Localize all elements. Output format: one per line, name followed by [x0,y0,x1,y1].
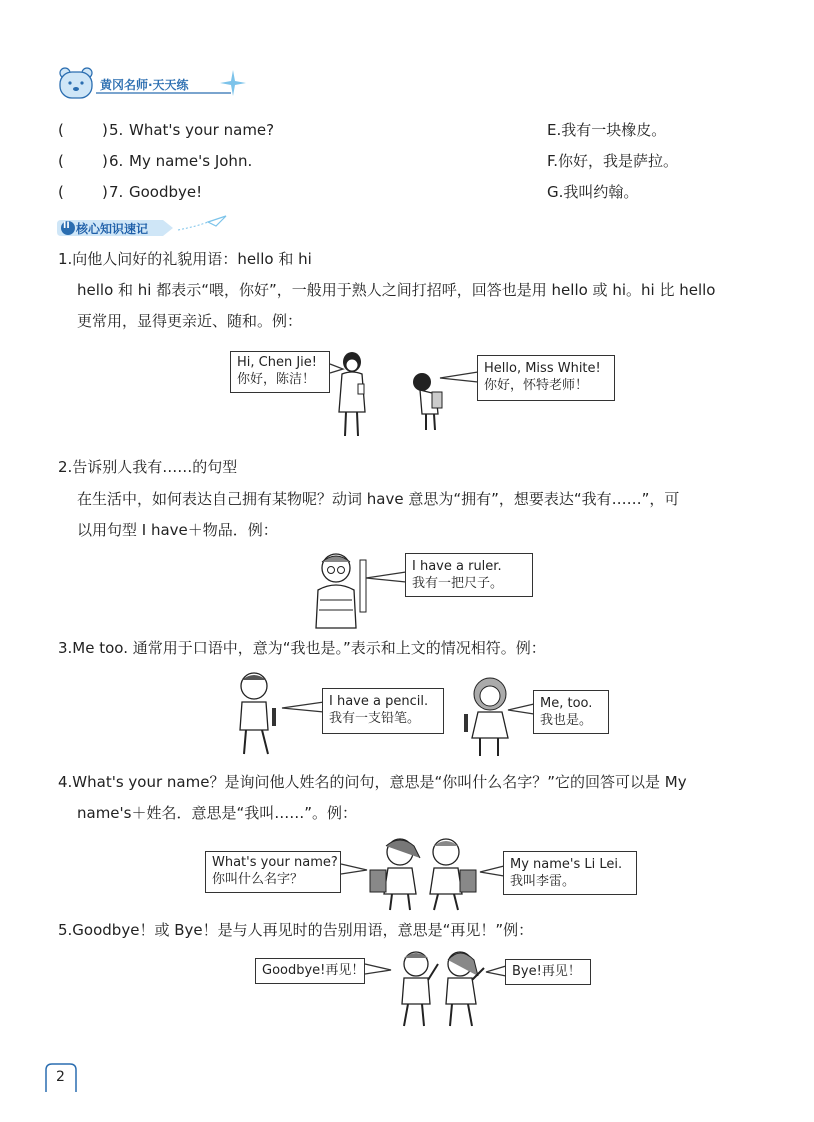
bubble-tail [440,372,478,384]
bubble-chinese: 你好，陈洁！ [237,372,316,387]
bubble-chinese: 我有一把尺子。 [412,576,504,591]
question-number: 5. [109,121,124,139]
point-body-line: 在生活中，如何表达自己拥有某物呢？动词 have 意思为“拥有”，想要表达“我有……”，可 [77,490,680,508]
boy-with-ruler-icon [310,550,374,628]
bubble-chinese: 我叫李雷。 [510,874,576,889]
bubble-tail [508,704,534,716]
point-heading: 4.What's your name？是询问他人姓名的问句，意思是“你叫什么名字？”它的回答可以是 My [58,773,687,791]
bubble-text: Bye!再见！ [512,964,581,979]
speech-bubble [255,958,365,984]
question-number: 7. [109,183,124,201]
bubble-tail [282,702,324,714]
bubble-chinese: 你叫什么名字？ [212,872,304,887]
answer-blank[interactable]: ) [102,183,108,201]
answer-blank[interactable]: ) [102,152,108,170]
chinese-option: F.你好，我是萨拉。 [547,152,678,170]
speech-bubble [405,553,533,597]
girl-with-pencil-icon [462,676,522,760]
waving-students-icon [388,946,492,1030]
teacher-figure-icon [332,350,372,442]
bubble-english: What's your name? [212,855,338,870]
english-sentence: What's your name? [129,121,275,139]
section-badge: II [63,221,70,231]
point-heading: 1.向他人问好的礼貌用语：hello 和 hi [58,250,312,268]
bubble-chinese: 我有一支铅笔。 [329,711,421,726]
header-title: 黄冈名师·天天练 [100,78,189,92]
student-bowing-icon [408,370,444,434]
bubble-english: My name's Li Lei. [510,857,623,872]
bubble-english: Hi, Chen Jie! [237,355,317,370]
speech-bubble [503,851,637,895]
point-heading: 5.Goodbye！或 Bye！是与人再见时的告别用语，意思是“再见！”例： [58,921,534,939]
bubble-tail [486,966,506,978]
answer-paren-open: ( [58,152,64,170]
speech-bubble [533,690,609,734]
bear-logo-icon [58,66,94,100]
answer-paren-open: ( [58,183,64,201]
bubble-chinese: 你好，怀特老师！ [484,378,589,393]
point-body-line: hello 和 hi 都表示“喂，你好”，一般用于熟人之间打招呼，回答也是用 hello 或 hi。hi 比 hello [77,281,716,299]
boy-with-pencil-icon [232,668,282,760]
sparkle-icon [220,70,246,96]
question-number: 6. [109,152,124,170]
chinese-option: G.我叫约翰。 [547,183,639,201]
section-title: 核心知识速记 [76,222,149,236]
english-sentence: Goodbye! [129,183,203,201]
page-number: 2 [56,1069,65,1085]
point-body-line: 更常用，显得更亲近、随和。例： [77,312,303,330]
answer-blank[interactable]: ) [102,121,108,139]
speech-bubble [322,688,444,734]
speech-bubble [477,355,615,401]
bubble-text: Goodbye!再见！ [262,963,365,978]
speech-bubble [505,959,591,985]
answer-paren-open: ( [58,121,64,139]
speech-bubble [205,851,341,893]
point-heading: 2.告诉别人我有……的句型 [58,458,238,476]
point-body-line: 以用句型 I have＋物品．例： [77,521,278,539]
bubble-tail [480,866,504,878]
english-sentence: My name's John. [129,152,253,170]
chinese-option: E.我有一块橡皮。 [547,121,667,139]
bubble-chinese: 我也是。 [540,713,593,728]
paper-plane-icon [178,214,228,234]
bubble-english: Hello, Miss White! [484,361,601,376]
bubble-english: I have a ruler. [412,559,502,574]
bubble-english: I have a pencil. [329,694,429,709]
point-heading: 3.Me too. 通常用于口语中，意为“我也是。”表示和上文的情况相符。例： [58,639,546,657]
bubble-tail [366,572,406,584]
two-students-icon [362,832,486,912]
point-body-line: name's＋姓名．意思是“我叫……”。例： [77,804,358,822]
speech-bubble [230,351,330,393]
bubble-english: Me, too. [540,696,593,711]
